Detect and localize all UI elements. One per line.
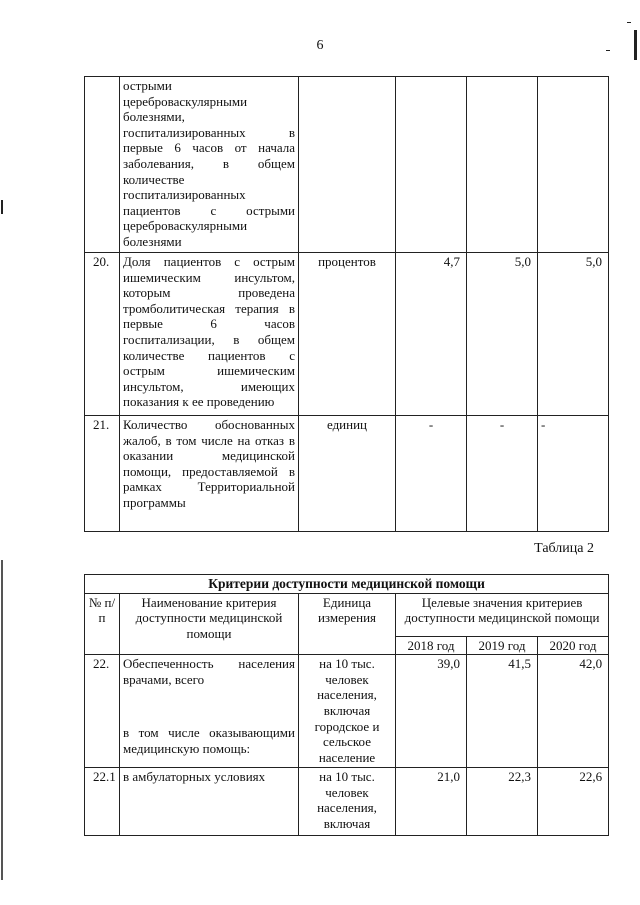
scan-mark — [627, 22, 631, 23]
scan-mark — [1, 560, 3, 880]
criterion-name: Количество обоснованных жалоб, в том числе на отказ в оказании медицинской помощи, предоставляемой в рамках Территориальной программы — [120, 416, 299, 532]
scan-mark — [1, 200, 3, 214]
value-2020: 22,6 — [538, 768, 609, 836]
criterion-name-sub: в том числе оказывающими медицинскую помощь: — [123, 725, 295, 756]
unit-cell: процентов — [299, 253, 396, 416]
row-number — [85, 77, 120, 253]
unit-cell: на 10 тыс. человек населения, включая — [299, 768, 396, 836]
header-targets: Целевые значения критериев доступности медицинской помощи — [396, 593, 609, 636]
value-2019 — [467, 77, 538, 253]
criterion-name-main: Обеспеченность населения врачами, всего — [123, 656, 295, 687]
scan-mark — [606, 50, 610, 51]
value-2020 — [538, 77, 609, 253]
table-row — [85, 768, 609, 836]
value-2020: 5,0 — [538, 253, 609, 416]
value-2019: - — [467, 416, 538, 532]
criterion-name: Доля пациентов с острым ишемическим инсультом, которым проведена тромболитическая терапия в первые 6 часов госпитализации, в общем количестве пациентов с острым ишемическим инсультом, имеющих показания к ее проведению — [120, 253, 299, 416]
value-2018 — [396, 77, 467, 253]
table-row — [85, 655, 609, 768]
criterion-name — [120, 655, 299, 768]
row-number: 22. — [85, 655, 120, 768]
scan-mark — [634, 30, 637, 60]
indicators-table — [84, 76, 609, 532]
row-number: 21. — [85, 416, 120, 532]
value-2019: 41,5 — [467, 655, 538, 768]
table-row — [85, 253, 609, 416]
header-year-2018: 2018 год — [396, 636, 467, 655]
header-row — [85, 593, 609, 636]
table-row — [85, 416, 609, 532]
row-number: 22.1 — [85, 768, 120, 836]
table-title-row — [85, 575, 609, 594]
criterion-name: острыми цереброваскулярными болезнями, госпитализированных в первые 6 часов от начала заболевания, в общем количестве госпитализированных пациентов с острыми цереброваскулярными болезнями — [120, 77, 299, 253]
value-2018: - — [396, 416, 467, 532]
unit-cell: единиц — [299, 416, 396, 532]
criterion-name: в амбулаторных условиях — [120, 768, 299, 836]
row-number: 20. — [85, 253, 120, 416]
unit-cell: на 10 тыс. человек населения, включая городское и сельское население — [299, 655, 396, 768]
page-number: 6 — [316, 38, 324, 53]
accessibility-criteria-table — [84, 574, 609, 836]
header-name: Наименование критерия доступности медицинской помощи — [120, 593, 299, 655]
value-2018: 39,0 — [396, 655, 467, 768]
value-2018: 21,0 — [396, 768, 467, 836]
value-2020: 42,0 — [538, 655, 609, 768]
header-number: № п/п — [85, 593, 120, 655]
value-2019: 22,3 — [467, 768, 538, 836]
unit-cell — [299, 77, 396, 253]
table-caption: Таблица 2 — [534, 541, 594, 556]
header-year-2020: 2020 год — [538, 636, 609, 655]
value-2019: 5,0 — [467, 253, 538, 416]
header-year-2019: 2019 год — [467, 636, 538, 655]
table-title: Критерии доступности медицинской помощи — [85, 575, 609, 594]
header-unit: Единица измерения — [299, 593, 396, 655]
value-2020: - — [538, 416, 609, 532]
table-row — [85, 77, 609, 253]
value-2018: 4,7 — [396, 253, 467, 416]
spacer — [123, 687, 295, 725]
